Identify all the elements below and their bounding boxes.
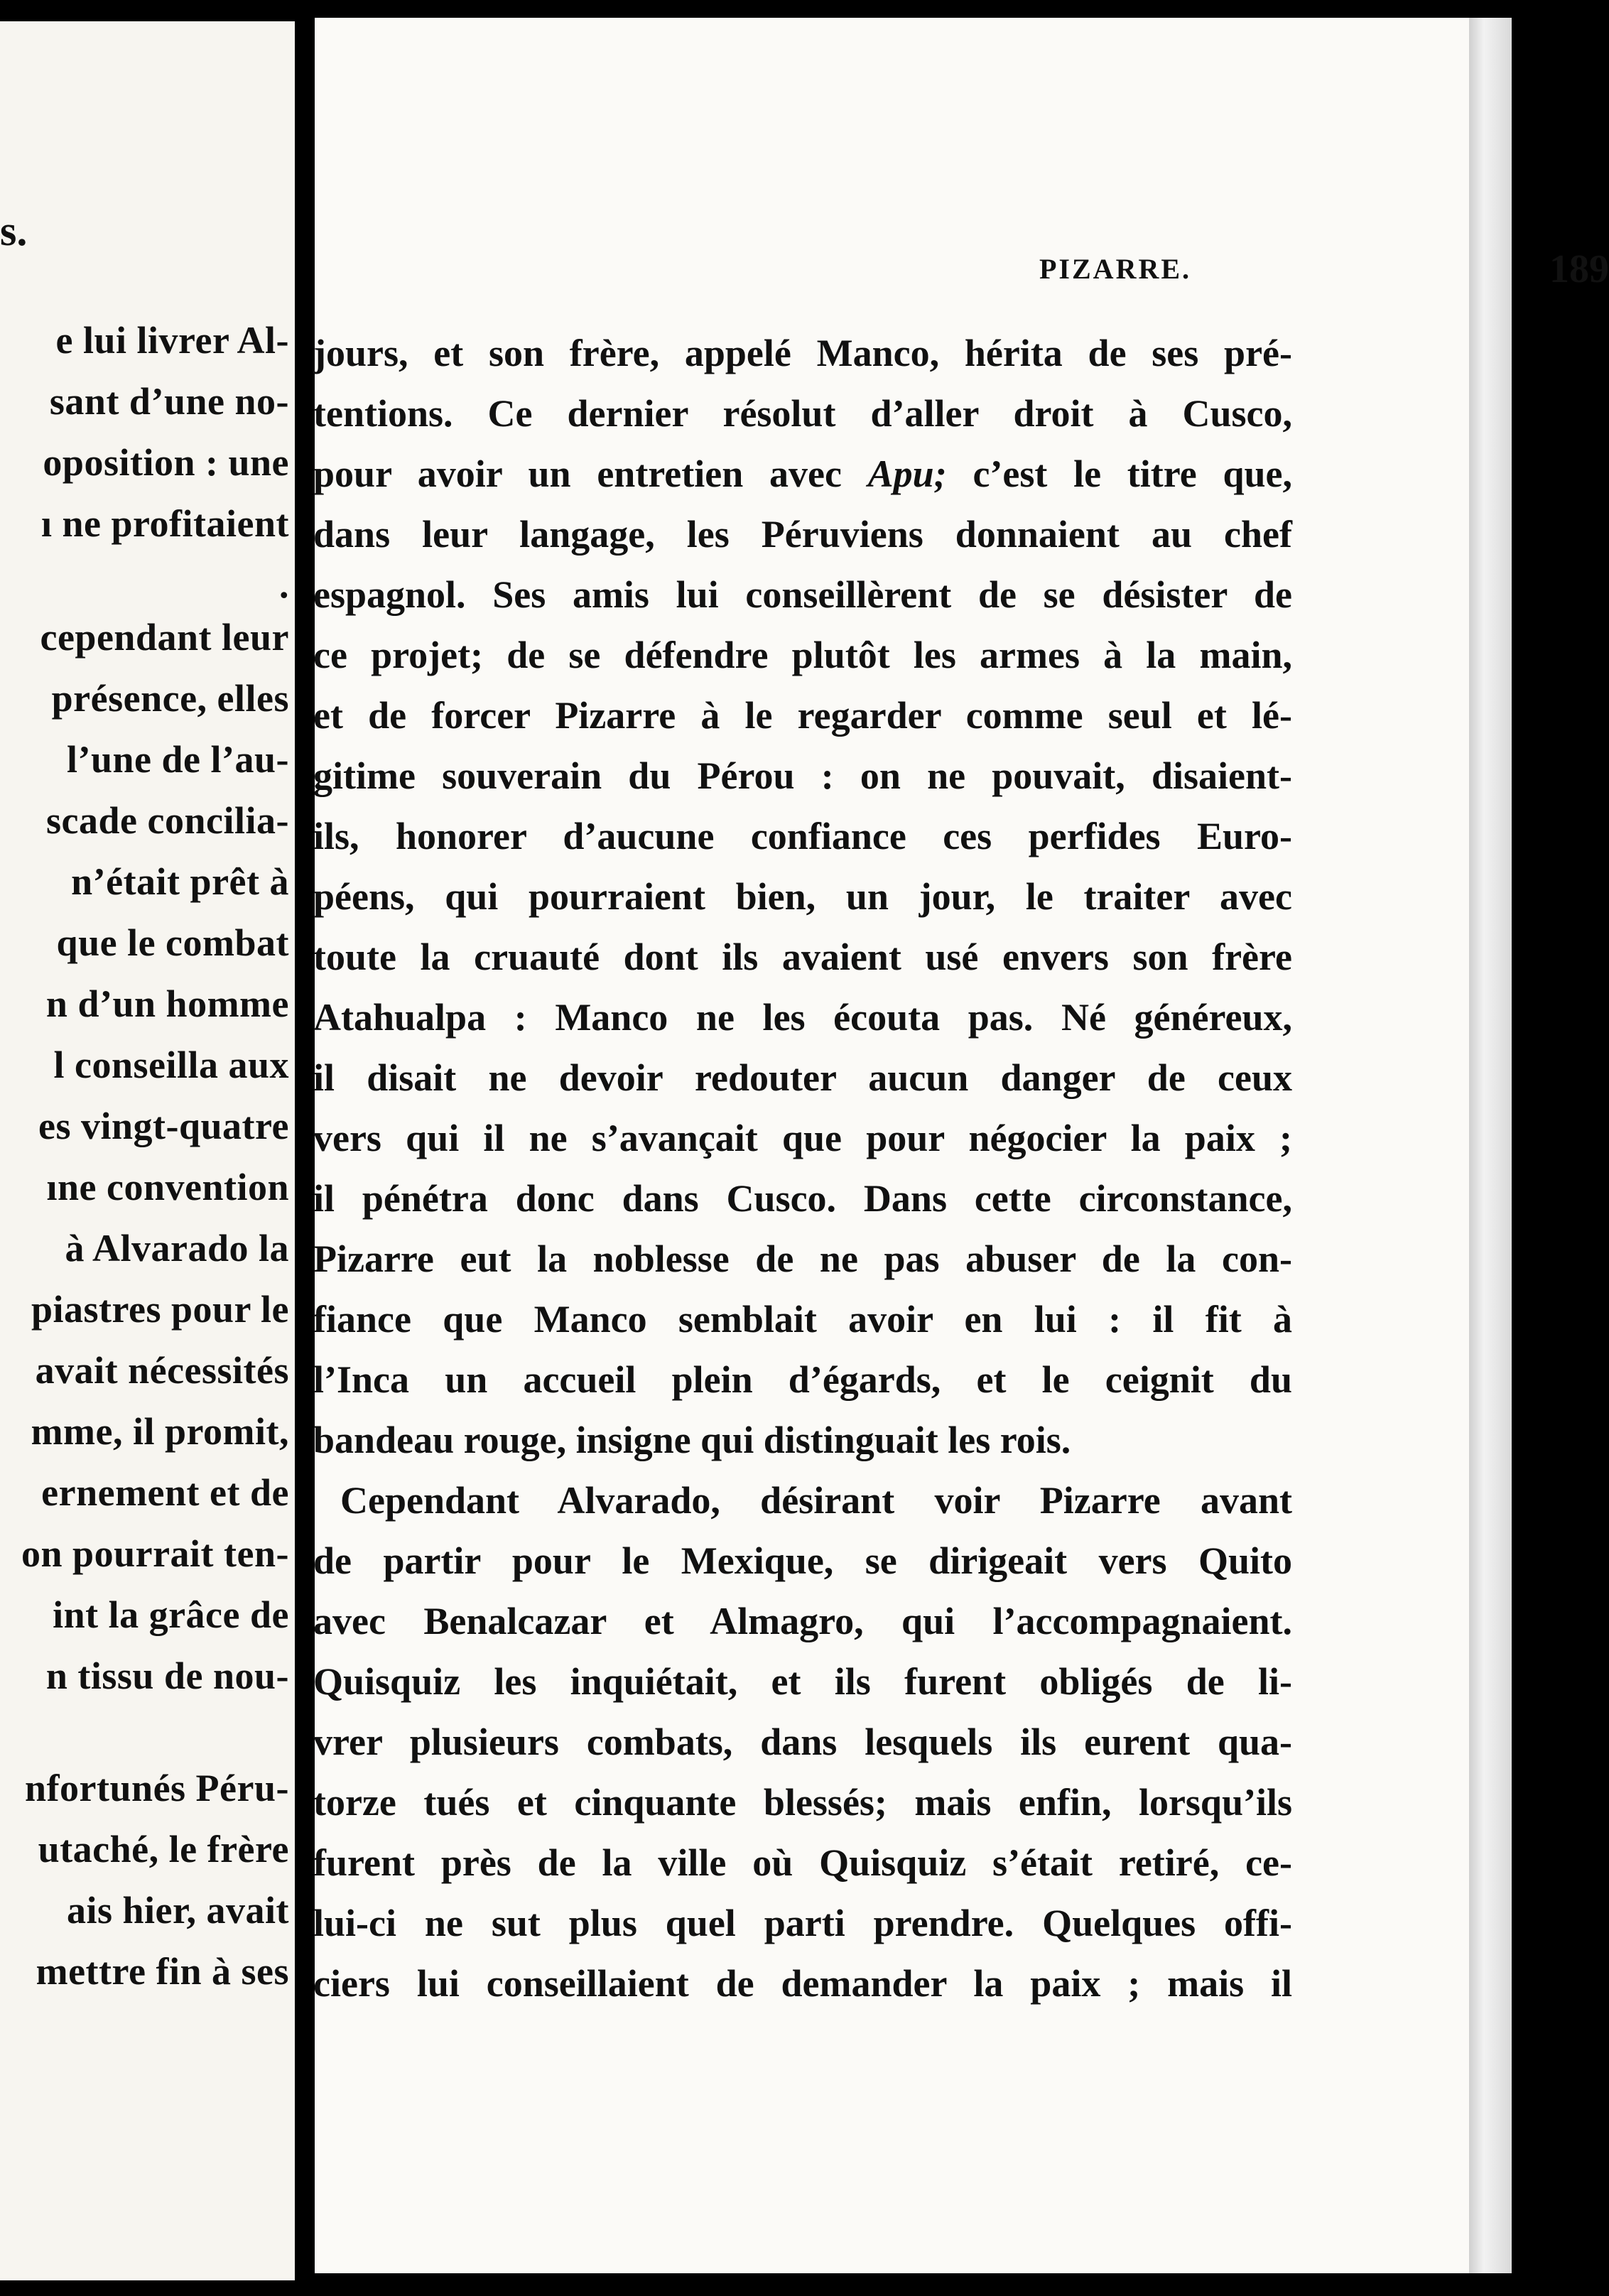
body-line: Atahualpa : Manco ne les écouta pas. Né généreux, <box>313 996 1292 1039</box>
left-line: à Alvarado la <box>65 1227 289 1269</box>
left-line: mettre fin à ses <box>36 1950 289 1993</box>
left-line: scade concilia- <box>46 799 289 842</box>
running-head-title: PIZARRE. <box>1039 253 1192 285</box>
left-line: ı ne profitaient <box>41 502 289 545</box>
body-line <box>313 455 1292 493</box>
left-line: utaché, le frère <box>38 1828 289 1870</box>
page-edge-shadow <box>1469 18 1512 2273</box>
page-number: 189 <box>1549 247 1609 291</box>
left-line: piastres pour le <box>31 1288 289 1331</box>
left-facing-page <box>0 21 295 2280</box>
left-line: oposition : une <box>43 441 289 484</box>
body-line: vrer plusieurs combats, dans lesquels ils eurent qua- <box>313 1721 1292 1763</box>
left-line: mme, il promit, <box>31 1410 289 1453</box>
body-line: il disait ne devoir redouter aucun danger de ceux <box>313 1056 1292 1099</box>
left-line: ernement et de <box>41 1471 289 1514</box>
left-line: on pourrait ten- <box>21 1532 289 1575</box>
body-line: vers qui il ne s’avançait que pour négocier la paix ; <box>313 1117 1292 1159</box>
left-line: int la grâce de <box>53 1593 289 1636</box>
body-line: Cependant Alvarado, désirant voir Pizarre avant <box>340 1479 1292 1522</box>
body-line: dans leur langage, les Péruviens donnaient au chef <box>313 513 1292 556</box>
body-line: bandeau rouge, insigne qui distinguait les rois. <box>313 1419 1071 1461</box>
body-line: fiance que Manco semblait avoir en lui : il fit à <box>313 1298 1292 1341</box>
body-line: il pénétra donc dans Cusco. Dans cette circonstance, <box>313 1177 1292 1220</box>
body-line: Quisquiz les inquiétait, et ils furent obligés de li- <box>313 1660 1292 1703</box>
body-line: lui-ci ne sut plus quel parti prendre. Quelques offi- <box>313 1902 1292 1944</box>
right-page <box>313 18 1609 2273</box>
body-line-italic: Apu; <box>867 453 947 495</box>
body-line: ils, honorer d’aucune confiance ces perfides Euro- <box>313 815 1292 857</box>
body-line: Pizarre eut la noblesse de ne pas abuser de la con- <box>313 1238 1292 1280</box>
left-line: n tissu de nou- <box>45 1655 289 1697</box>
body-line: toute la cruauté dont ils avaient usé envers son frère <box>313 936 1292 978</box>
left-line: es vingt-quatre <box>38 1105 289 1147</box>
body-line: tentions. Ce dernier résolut d’aller droit à Cusco, <box>313 392 1292 435</box>
left-line: ıne convention <box>46 1166 289 1208</box>
left-page-edge-mark: s. <box>0 207 28 254</box>
body-line: et de forcer Pizarre à le regarder comme seul et lé- <box>313 694 1292 737</box>
left-line: . <box>279 563 289 606</box>
body-line: espagnol. Ses amis lui conseillèrent de se désister de <box>313 573 1292 616</box>
left-line: ais hier, avait <box>66 1889 289 1932</box>
body-line: péens, qui pourraient bien, un jour, le traiter avec <box>313 875 1292 918</box>
left-line: que le combat <box>56 921 289 964</box>
body-line: torze tués et cinquante blessés; mais enfin, lorsqu’ils <box>313 1781 1292 1824</box>
left-line: nfortunés Péru- <box>25 1767 289 1809</box>
body-line: jours, et son frère, appelé Manco, hérita de ses pré- <box>313 332 1292 374</box>
left-line: l conseilla aux <box>53 1044 289 1086</box>
body-line-segment: pour avoir un entretien avec <box>313 453 868 495</box>
body-line: ciers lui conseillaient de demander la paix ; mais il <box>313 1962 1292 2005</box>
body-line: l’Inca un accueil plein d’égards, et le ceignit du <box>313 1358 1292 1401</box>
body-line: furent près de la ville où Quisquiz s’était retiré, ce- <box>313 1841 1292 1884</box>
left-line: n d’un homme <box>45 982 289 1025</box>
left-line: e lui livrer Al- <box>55 319 289 362</box>
body-line-segment: c’est le titre que, <box>946 453 1292 495</box>
left-line: sant d’une no- <box>49 380 289 423</box>
body-line: gitime souverain du Pérou : on ne pouvait, disaient- <box>313 754 1292 797</box>
left-line: avait nécessités <box>35 1349 289 1392</box>
left-line: n’était prêt à <box>71 860 289 903</box>
body-line: de partir pour le Mexique, se dirigeait vers Quito <box>313 1539 1292 1582</box>
left-line: l’une de l’au- <box>66 738 289 781</box>
left-line: présence, elles <box>51 677 289 720</box>
body-line: avec Benalcazar et Almagro, qui l’accompagnaient. <box>313 1600 1292 1642</box>
body-line: ce projet; de se défendre plutôt les armes à la main, <box>313 634 1292 676</box>
book-gutter <box>295 0 315 2296</box>
left-line: cependant leur <box>40 616 289 659</box>
